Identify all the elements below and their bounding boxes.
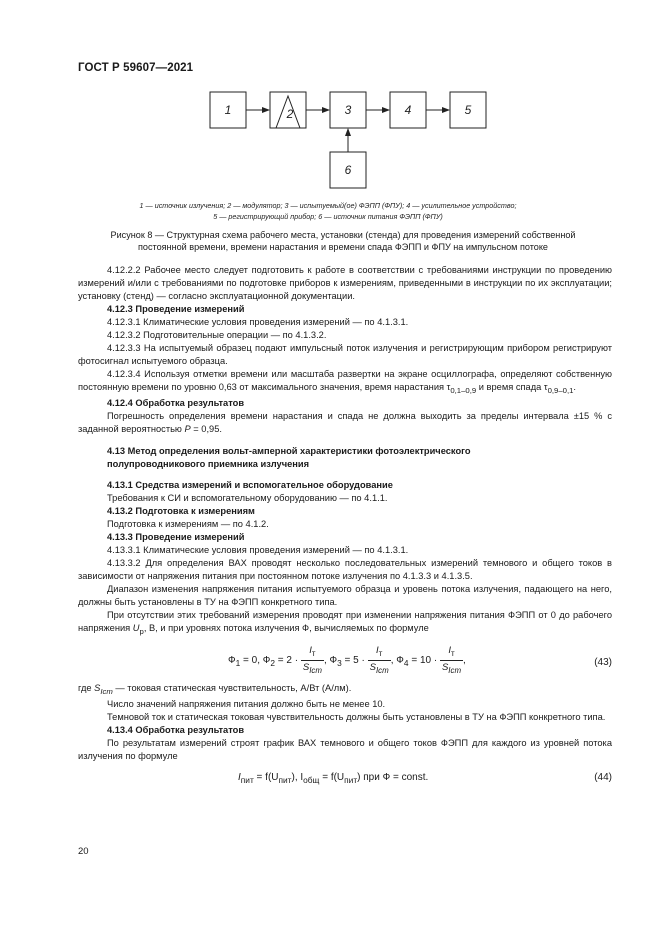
- paragraph: Погрешность определения времени нарастания и спада не должна выходить за пределы интервала ±15 % с заданной вероятностью P = 0,95.: [78, 410, 612, 434]
- paragraph: Диапазон изменения напряжения питания испытуемого образца и уровень потока излучения, падающего на него, должны быть установлены в ТУ на ФЭПП конкретного типа.: [78, 583, 612, 607]
- subheading: 4.13.2 Подготовка к измерениям: [107, 505, 255, 516]
- paragraph: где $S_{Iст}$ — токовая статическая чувствительность, А/Вт (А/лм).: [78, 682, 352, 696]
- paragraph: 4.13.3.2 Для определения ВАХ проводят несколько последовательных измерений темнового и общего токов в зависимости от напряжения питания при постоянном потоке излучения по 4.1.3.3 и 4.1.3.5.: [78, 557, 612, 581]
- paragraph: 4.13.3.1 Климатические условия проведения измерений — по 4.1.3.1.: [107, 544, 409, 555]
- paragraph: Темновой ток и статическая токовая чувствительность должны быть установлены в ТУ на ФЭПП конкретного типа.: [107, 711, 606, 722]
- page-number: 20: [78, 846, 89, 857]
- block-label-4: 4: [404, 103, 412, 117]
- paragraph: По результатам измерений строят график ВАХ темнового и общего токов ФЭПП для каждого из уровней потока излучения по формуле: [78, 737, 612, 761]
- figure-caption: Рисунок 8 — Структурная схема рабочего места, установки (стенда) для проведения измерений собственной постоянной времени, времени нарастания и времени спада ФЭПП и ФПУ на импульсном потоке: [110, 230, 576, 252]
- subheading: 4.12.3 Проведение измерений: [107, 304, 245, 314]
- paragraph: При отсутствии этих требований измерения проводят при изменении напряжения питания ФЭПП от 0 до рабочего напряжения $U_р$, В, и при уровнях потока излучения Ф, вычисляемых по формуле: [78, 609, 612, 636]
- block-diagram: [200, 86, 500, 191]
- block-label-5: 5: [464, 103, 472, 117]
- paragraph: 4.12.3.4 Используя отметки времени или масштаба развертки на экране осциллографа, определяют собственную постоянную времени по уровню 0,63 от максимального значения, время нарастания $\tau_{0,1-0,9}$ и время спада $\tau_{0,9-0,1}$.: [78, 369, 612, 395]
- subheading: 4.13.1 Средства измерений и вспомогательное оборудование: [107, 479, 393, 490]
- paragraph: Число значений напряжения питания должно быть не менее 10.: [107, 698, 386, 709]
- document-header: ГОСТ Р 59607—2021: [78, 62, 194, 74]
- paragraph: 4.12.3.1 Климатические условия проведения измерений — по 4.1.3.1.: [107, 317, 409, 327]
- formula-44: $I_{пит} = f(U_{пит})$, $I_{общ} = f(U_{пит})$ при Ф = const. (44): [238, 771, 612, 785]
- paragraph: Подготовка к измерениям — по 4.1.2.: [107, 518, 269, 529]
- document-body: [78, 264, 612, 793]
- formula-43: $Ф_1 = 0$, $Ф_2 = 2$ · $\frac{I_т}{S_{Iст}}$ , $Ф_3 = 5$ · $\frac{I_т}{S_{Iст}}$ , $Ф_4 = 10$ · $\frac{I_т}{S_{Iст}}$ , (43): [228, 644, 612, 675]
- equation-number: (44): [594, 771, 612, 783]
- paragraph: 4.12.2.2 Рабочее место следует подготовить к работе в соответствии с требованиями инструкции по проведению измерений и/или с требованиями по подготовке приборов к измерениям, приведенными в инструкции по их эксплуатации; установку (стенд) — согласно эксплуатационной документации.: [78, 265, 612, 301]
- block-label-6: 6: [344, 163, 352, 177]
- paragraph: 4.12.3.2 Подготовительные операции — по 4.1.3.2.: [107, 330, 327, 340]
- section-heading: 4.13 Метод определения вольт-амперной характеристики фотоэлектрического полупроводникового приемника излучения: [107, 445, 471, 469]
- paragraph: 4.12.3.3 На испытуемый образец подают импульсный поток излучения и регистрирующим прибором регистрируют фотосигнал испытуемого образца.: [78, 343, 612, 366]
- figure-legend: 1 — источник излучения; 2 — модулятор; 3 — испытуемый(ое) ФЭПП (ФПУ); 4 — усилительное устройство; 5 — регистрирующий прибор; 6 — источник питания ФЭПП (ФПУ): [139, 201, 517, 221]
- block-label-3: 3: [344, 103, 352, 117]
- block-label-1: 1: [224, 103, 232, 117]
- block-label-2: 2: [286, 107, 294, 121]
- equation-number: (43): [594, 656, 612, 668]
- subheading: 4.13.3 Проведение измерений: [107, 531, 245, 542]
- subheading: 4.13.4 Обработка результатов: [107, 724, 245, 735]
- subheading: 4.12.4 Обработка результатов: [107, 397, 245, 408]
- paragraph: Требования к СИ и вспомогательному оборудованию — по 4.1.1.: [107, 492, 388, 503]
